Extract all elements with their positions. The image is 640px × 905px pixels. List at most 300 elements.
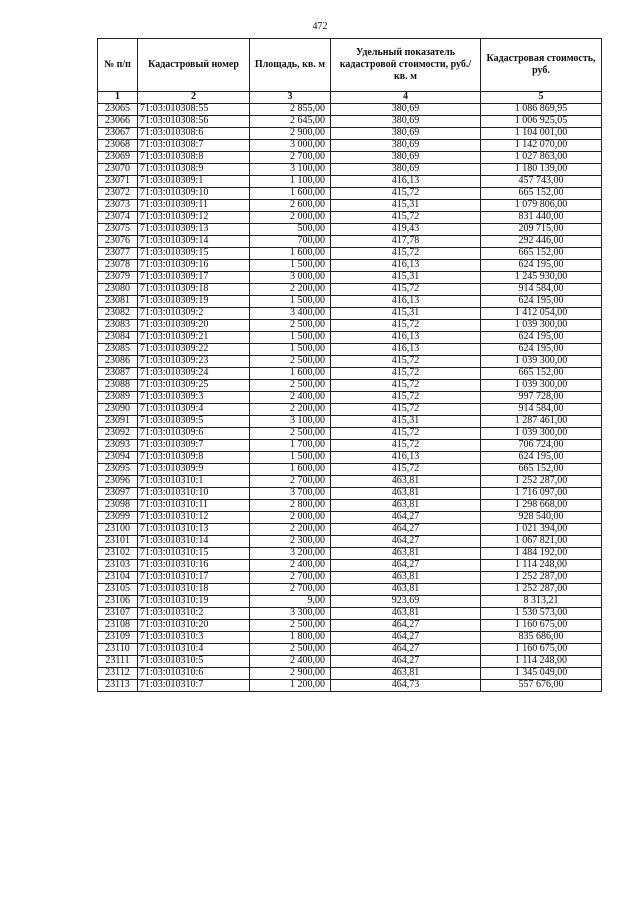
cadastral-number-cell: 71:03:010309:18: [138, 284, 250, 296]
row-number-cell: 23112: [98, 668, 138, 680]
area-cell: 2 500,00: [250, 320, 331, 332]
row-number-cell: 23080: [98, 284, 138, 296]
specific-value-cell: 415,72: [331, 248, 481, 260]
cadastral-number-cell: 71:03:010309:21: [138, 332, 250, 344]
table-row: [98, 416, 602, 428]
cadastral-cost-cell: 1 345 049,00: [481, 668, 602, 680]
cadastral-number-cell: 71:03:010310:6: [138, 668, 250, 680]
table-row: [98, 296, 602, 308]
specific-value-cell: 416,13: [331, 344, 481, 356]
cadastral-cost-cell: 1 252 287,00: [481, 476, 602, 488]
cadastral-table: [97, 38, 602, 692]
area-cell: 2 400,00: [250, 560, 331, 572]
area-cell: 3 000,00: [250, 140, 331, 152]
table-row: [98, 452, 602, 464]
area-cell: 3 400,00: [250, 308, 331, 320]
row-number-cell: 23099: [98, 512, 138, 524]
specific-value-cell: 415,72: [331, 392, 481, 404]
cadastral-number-cell: 71:03:010309:13: [138, 224, 250, 236]
specific-value-cell: 415,72: [331, 440, 481, 452]
cadastral-cost-cell: 624 195,00: [481, 260, 602, 272]
table-row: [98, 632, 602, 644]
cadastral-number-cell: 71:03:010308:56: [138, 116, 250, 128]
area-cell: 2 500,00: [250, 428, 331, 440]
area-cell: 2 700,00: [250, 476, 331, 488]
cadastral-number-cell: 71:03:010309:25: [138, 380, 250, 392]
cadastral-cost-cell: 8 313,21: [481, 596, 602, 608]
table-row: [98, 332, 602, 344]
column-number-row: [98, 92, 602, 104]
specific-value-cell: 415,72: [331, 212, 481, 224]
row-number-cell: 23107: [98, 608, 138, 620]
specific-value-cell: 380,69: [331, 128, 481, 140]
cadastral-number-cell: 71:03:010310:7: [138, 680, 250, 692]
cadastral-cost-cell: 1 245 930,00: [481, 272, 602, 284]
cadastral-cost-cell: 1 021 394,00: [481, 524, 602, 536]
row-number-cell: 23082: [98, 308, 138, 320]
row-number-cell: 23088: [98, 380, 138, 392]
row-number-cell: 23095: [98, 464, 138, 476]
row-number-cell: 23110: [98, 644, 138, 656]
area-cell: 1 500,00: [250, 260, 331, 272]
area-cell: 1 500,00: [250, 452, 331, 464]
table-row: [98, 392, 602, 404]
cadastral-number-cell: 71:03:010310:20: [138, 620, 250, 632]
cadastral-number-cell: 71:03:010310:11: [138, 500, 250, 512]
specific-value-cell: 464,73: [331, 680, 481, 692]
row-number-cell: 23084: [98, 332, 138, 344]
row-number-cell: 23085: [98, 344, 138, 356]
specific-value-cell: 464,27: [331, 536, 481, 548]
cadastral-number-cell: 71:03:010310:14: [138, 536, 250, 548]
cadastral-cost-cell: 624 195,00: [481, 452, 602, 464]
header-specific-value: Удельный показатель кадастровой стоимости, руб./кв. м: [331, 39, 481, 92]
area-cell: 1 600,00: [250, 368, 331, 380]
cadastral-number-cell: 71:03:010310:12: [138, 512, 250, 524]
cadastral-cost-cell: 1 104 001,00: [481, 128, 602, 140]
table-row: [98, 152, 602, 164]
specific-value-cell: 419,43: [331, 224, 481, 236]
header-number: № п/п: [98, 39, 138, 92]
cadastral-cost-cell: 1 287 461,00: [481, 416, 602, 428]
row-number-cell: 23089: [98, 392, 138, 404]
table-row: [98, 272, 602, 284]
cadastral-number-cell: 71:03:010309:23: [138, 356, 250, 368]
table-row: [98, 224, 602, 236]
area-cell: 2 600,00: [250, 200, 331, 212]
cadastral-number-cell: 71:03:010310:18: [138, 584, 250, 596]
cadastral-number-cell: 71:03:010309:5: [138, 416, 250, 428]
cadastral-cost-cell: 1 027 863,00: [481, 152, 602, 164]
area-cell: 2 700,00: [250, 572, 331, 584]
table-row: [98, 644, 602, 656]
area-cell: 1 500,00: [250, 332, 331, 344]
area-cell: 2 000,00: [250, 512, 331, 524]
table-row: [98, 320, 602, 332]
area-cell: 3 000,00: [250, 272, 331, 284]
cadastral-number-cell: 71:03:010309:9: [138, 464, 250, 476]
cadastral-number-cell: 71:03:010309:20: [138, 320, 250, 332]
area-cell: 2 300,00: [250, 536, 331, 548]
row-number-cell: 23087: [98, 368, 138, 380]
cadastral-number-cell: 71:03:010309:14: [138, 236, 250, 248]
cadastral-cost-cell: 624 195,00: [481, 332, 602, 344]
specific-value-cell: 463,81: [331, 476, 481, 488]
row-number-cell: 23097: [98, 488, 138, 500]
specific-value-cell: 464,27: [331, 560, 481, 572]
row-number-cell: 23113: [98, 680, 138, 692]
cadastral-number-cell: 71:03:010309:2: [138, 308, 250, 320]
area-cell: 500,00: [250, 224, 331, 236]
table-row: [98, 380, 602, 392]
cadastral-cost-cell: 1 298 668,00: [481, 500, 602, 512]
cadastral-cost-cell: 1 067 821,00: [481, 536, 602, 548]
table-row: [98, 512, 602, 524]
specific-value-cell: 416,13: [331, 452, 481, 464]
row-number-cell: 23081: [98, 296, 138, 308]
cadastral-number-cell: 71:03:010309:16: [138, 260, 250, 272]
area-cell: 3 700,00: [250, 488, 331, 500]
area-cell: 1 600,00: [250, 188, 331, 200]
table-row: [98, 116, 602, 128]
cadastral-cost-cell: 624 195,00: [481, 296, 602, 308]
table-row: [98, 188, 602, 200]
area-cell: 2 400,00: [250, 392, 331, 404]
cadastral-cost-cell: 1 160 675,00: [481, 644, 602, 656]
cadastral-cost-cell: 665 152,00: [481, 248, 602, 260]
cadastral-number-cell: 71:03:010309:11: [138, 200, 250, 212]
cadastral-cost-cell: 209 715,00: [481, 224, 602, 236]
cadastral-number-cell: 71:03:010309:4: [138, 404, 250, 416]
cadastral-cost-cell: 457 743,00: [481, 176, 602, 188]
row-number-cell: 23068: [98, 140, 138, 152]
area-cell: 1 500,00: [250, 344, 331, 356]
table-row: [98, 104, 602, 116]
table-row: [98, 308, 602, 320]
specific-value-cell: 464,27: [331, 644, 481, 656]
cadastral-number-cell: 71:03:010310:4: [138, 644, 250, 656]
area-cell: 1 500,00: [250, 296, 331, 308]
area-cell: 1 700,00: [250, 440, 331, 452]
cadastral-cost-cell: 1 039 300,00: [481, 320, 602, 332]
cadastral-cost-cell: 292 446,00: [481, 236, 602, 248]
row-number-cell: 23102: [98, 548, 138, 560]
row-number-cell: 23078: [98, 260, 138, 272]
specific-value-cell: 380,69: [331, 140, 481, 152]
table-row: [98, 140, 602, 152]
table-row: [98, 560, 602, 572]
area-cell: 9,00: [250, 596, 331, 608]
table-row: [98, 164, 602, 176]
column-number: 3: [250, 92, 331, 104]
specific-value-cell: 415,31: [331, 272, 481, 284]
cadastral-cost-cell: 1 716 097,00: [481, 488, 602, 500]
table-body: [98, 104, 602, 692]
cadastral-number-cell: 71:03:010310:10: [138, 488, 250, 500]
table-row: [98, 572, 602, 584]
specific-value-cell: 417,78: [331, 236, 481, 248]
row-number-cell: 23076: [98, 236, 138, 248]
row-number-cell: 23104: [98, 572, 138, 584]
table-row: [98, 368, 602, 380]
cadastral-cost-cell: 665 152,00: [481, 368, 602, 380]
table-row: [98, 344, 602, 356]
specific-value-cell: 415,31: [331, 416, 481, 428]
table-row: [98, 608, 602, 620]
cadastral-cost-cell: 1 252 287,00: [481, 584, 602, 596]
specific-value-cell: 415,72: [331, 464, 481, 476]
cadastral-number-cell: 71:03:010308:55: [138, 104, 250, 116]
cadastral-number-cell: 71:03:010309:12: [138, 212, 250, 224]
cadastral-number-cell: 71:03:010309:1: [138, 176, 250, 188]
area-cell: 2 400,00: [250, 656, 331, 668]
cadastral-cost-cell: 1 039 300,00: [481, 380, 602, 392]
table-row: [98, 620, 602, 632]
specific-value-cell: 464,27: [331, 524, 481, 536]
cadastral-cost-cell: 665 152,00: [481, 464, 602, 476]
specific-value-cell: 923,69: [331, 596, 481, 608]
cadastral-cost-cell: 997 728,00: [481, 392, 602, 404]
table-header-row: [98, 39, 602, 92]
cadastral-cost-cell: 914 584,00: [481, 404, 602, 416]
specific-value-cell: 463,81: [331, 608, 481, 620]
specific-value-cell: 463,81: [331, 668, 481, 680]
specific-value-cell: 416,13: [331, 176, 481, 188]
specific-value-cell: 464,27: [331, 632, 481, 644]
row-number-cell: 23106: [98, 596, 138, 608]
area-cell: 2 500,00: [250, 356, 331, 368]
cadastral-cost-cell: 914 584,00: [481, 284, 602, 296]
specific-value-cell: 463,81: [331, 548, 481, 560]
specific-value-cell: 415,72: [331, 356, 481, 368]
row-number-cell: 23108: [98, 620, 138, 632]
column-number: 4: [331, 92, 481, 104]
area-cell: 2 500,00: [250, 644, 331, 656]
row-number-cell: 23103: [98, 560, 138, 572]
row-number-cell: 23101: [98, 536, 138, 548]
area-cell: 2 855,00: [250, 104, 331, 116]
cadastral-number-cell: 71:03:010310:1: [138, 476, 250, 488]
table-row: [98, 356, 602, 368]
cadastral-cost-cell: 928 540,00: [481, 512, 602, 524]
cadastral-cost-cell: 1 412 054,00: [481, 308, 602, 320]
specific-value-cell: 380,69: [331, 164, 481, 176]
cadastral-cost-cell: 1 142 070,00: [481, 140, 602, 152]
row-number-cell: 23071: [98, 176, 138, 188]
row-number-cell: 23109: [98, 632, 138, 644]
specific-value-cell: 416,13: [331, 296, 481, 308]
specific-value-cell: 415,72: [331, 284, 481, 296]
row-number-cell: 23111: [98, 656, 138, 668]
cadastral-cost-cell: 1 530 573,00: [481, 608, 602, 620]
cadastral-number-cell: 71:03:010310:5: [138, 656, 250, 668]
cadastral-cost-cell: 624 195,00: [481, 344, 602, 356]
area-cell: 2 700,00: [250, 152, 331, 164]
area-cell: 1 100,00: [250, 176, 331, 188]
specific-value-cell: 380,69: [331, 116, 481, 128]
cadastral-number-cell: 71:03:010309:22: [138, 344, 250, 356]
row-number-cell: 23091: [98, 416, 138, 428]
cadastral-number-cell: 71:03:010310:16: [138, 560, 250, 572]
header-cadastral-number: Кадастровый номер: [138, 39, 250, 92]
table-row: [98, 200, 602, 212]
table-row: [98, 488, 602, 500]
table-row: [98, 128, 602, 140]
area-cell: 700,00: [250, 236, 331, 248]
cadastral-number-cell: 71:03:010308:6: [138, 128, 250, 140]
cadastral-number-cell: 71:03:010309:19: [138, 296, 250, 308]
row-number-cell: 23096: [98, 476, 138, 488]
table-row: [98, 176, 602, 188]
specific-value-cell: 380,69: [331, 104, 481, 116]
column-number: 1: [98, 92, 138, 104]
specific-value-cell: 415,31: [331, 200, 481, 212]
specific-value-cell: 415,72: [331, 368, 481, 380]
specific-value-cell: 464,27: [331, 620, 481, 632]
table-row: [98, 476, 602, 488]
row-number-cell: 23079: [98, 272, 138, 284]
cadastral-cost-cell: 665 152,00: [481, 188, 602, 200]
cadastral-number-cell: 71:03:010310:13: [138, 524, 250, 536]
row-number-cell: 23074: [98, 212, 138, 224]
cadastral-cost-cell: 1 114 248,00: [481, 560, 602, 572]
table-row: [98, 500, 602, 512]
cadastral-number-cell: 71:03:010310:19: [138, 596, 250, 608]
area-cell: 2 900,00: [250, 128, 331, 140]
specific-value-cell: 415,72: [331, 188, 481, 200]
specific-value-cell: 415,72: [331, 380, 481, 392]
specific-value-cell: 463,81: [331, 500, 481, 512]
table-row: [98, 596, 602, 608]
cadastral-number-cell: 71:03:010309:7: [138, 440, 250, 452]
cadastral-cost-cell: 1 160 675,00: [481, 620, 602, 632]
table-row: [98, 668, 602, 680]
specific-value-cell: 415,72: [331, 428, 481, 440]
area-cell: 2 200,00: [250, 284, 331, 296]
row-number-cell: 23094: [98, 452, 138, 464]
row-number-cell: 23072: [98, 188, 138, 200]
area-cell: 1 600,00: [250, 248, 331, 260]
area-cell: 1 600,00: [250, 464, 331, 476]
specific-value-cell: 416,13: [331, 332, 481, 344]
table-row: [98, 440, 602, 452]
area-cell: 2 200,00: [250, 524, 331, 536]
cadastral-cost-cell: 1 006 925,05: [481, 116, 602, 128]
row-number-cell: 23100: [98, 524, 138, 536]
row-number-cell: 23098: [98, 500, 138, 512]
area-cell: 3 200,00: [250, 548, 331, 560]
specific-value-cell: 416,13: [331, 260, 481, 272]
cadastral-number-cell: 71:03:010308:9: [138, 164, 250, 176]
specific-value-cell: 464,27: [331, 512, 481, 524]
cadastral-cost-cell: 1 039 300,00: [481, 356, 602, 368]
cadastral-number-cell: 71:03:010309:10: [138, 188, 250, 200]
specific-value-cell: 463,81: [331, 488, 481, 500]
table-row: [98, 236, 602, 248]
cadastral-number-cell: 71:03:010310:3: [138, 632, 250, 644]
row-number-cell: 23105: [98, 584, 138, 596]
specific-value-cell: 463,81: [331, 584, 481, 596]
cadastral-number-cell: 71:03:010309:15: [138, 248, 250, 260]
table-row: [98, 260, 602, 272]
table-row: [98, 656, 602, 668]
table-row: [98, 584, 602, 596]
table-row: [98, 248, 602, 260]
row-number-cell: 23077: [98, 248, 138, 260]
specific-value-cell: 463,81: [331, 572, 481, 584]
area-cell: 2 200,00: [250, 404, 331, 416]
area-cell: 2 645,00: [250, 116, 331, 128]
cadastral-number-cell: 71:03:010309:8: [138, 452, 250, 464]
cadastral-cost-cell: 831 440,00: [481, 212, 602, 224]
table-row: [98, 524, 602, 536]
header-area: Площадь, кв. м: [250, 39, 331, 92]
cadastral-cost-cell: 1 180 139,00: [481, 164, 602, 176]
area-cell: 3 100,00: [250, 416, 331, 428]
cadastral-cost-cell: 1 079 806,00: [481, 200, 602, 212]
cadastral-cost-cell: 1 114 248,00: [481, 656, 602, 668]
page-number: 472: [312, 21, 328, 32]
row-number-cell: 23086: [98, 356, 138, 368]
cadastral-number-cell: 71:03:010310:2: [138, 608, 250, 620]
row-number-cell: 23065: [98, 104, 138, 116]
area-cell: 2 500,00: [250, 620, 331, 632]
area-cell: 3 300,00: [250, 608, 331, 620]
table-row: [98, 548, 602, 560]
row-number-cell: 23075: [98, 224, 138, 236]
cadastral-number-cell: 71:03:010309:6: [138, 428, 250, 440]
cadastral-cost-cell: 1 484 192,00: [481, 548, 602, 560]
specific-value-cell: 415,31: [331, 308, 481, 320]
row-number-cell: 23090: [98, 404, 138, 416]
column-number: 2: [138, 92, 250, 104]
area-cell: 2 700,00: [250, 584, 331, 596]
cadastral-cost-cell: 835 686,00: [481, 632, 602, 644]
area-cell: 3 100,00: [250, 164, 331, 176]
table-row: [98, 536, 602, 548]
area-cell: 1 800,00: [250, 632, 331, 644]
specific-value-cell: 464,27: [331, 656, 481, 668]
cadastral-cost-cell: 706 724,00: [481, 440, 602, 452]
table-row: [98, 404, 602, 416]
cadastral-cost-cell: 1 252 287,00: [481, 572, 602, 584]
cadastral-number-cell: 71:03:010308:8: [138, 152, 250, 164]
specific-value-cell: 415,72: [331, 404, 481, 416]
area-cell: 1 200,00: [250, 680, 331, 692]
cadastral-cost-cell: 1 039 300,00: [481, 428, 602, 440]
cadastral-cost-cell: 1 086 869,95: [481, 104, 602, 116]
cadastral-number-cell: 71:03:010309:3: [138, 392, 250, 404]
table-row: [98, 284, 602, 296]
cadastral-number-cell: 71:03:010309:24: [138, 368, 250, 380]
area-cell: 2 800,00: [250, 500, 331, 512]
row-number-cell: 23066: [98, 116, 138, 128]
cadastral-number-cell: 71:03:010310:17: [138, 572, 250, 584]
area-cell: 2 500,00: [250, 380, 331, 392]
cadastral-number-cell: 71:03:010309:17: [138, 272, 250, 284]
row-number-cell: 23083: [98, 320, 138, 332]
area-cell: 2 000,00: [250, 212, 331, 224]
table-row: [98, 680, 602, 692]
specific-value-cell: 380,69: [331, 152, 481, 164]
row-number-cell: 23073: [98, 200, 138, 212]
row-number-cell: 23070: [98, 164, 138, 176]
column-number: 5: [481, 92, 602, 104]
row-number-cell: 23093: [98, 440, 138, 452]
specific-value-cell: 415,72: [331, 320, 481, 332]
cadastral-cost-cell: 557 676,00: [481, 680, 602, 692]
cadastral-number-cell: 71:03:010308:7: [138, 140, 250, 152]
